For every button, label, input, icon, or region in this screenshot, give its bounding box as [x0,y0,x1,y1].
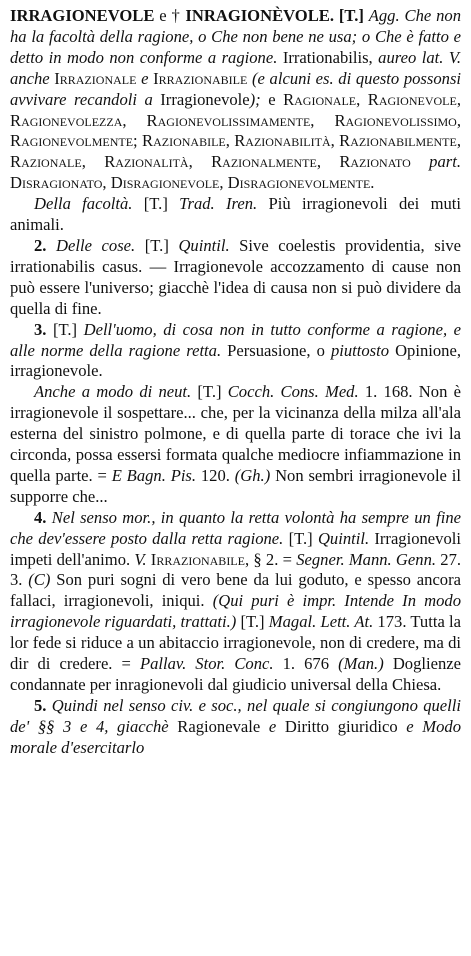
source-citation: Segner. Mann. Genn. [296,549,437,569]
see-also-join: e [141,68,149,88]
sense-label: Delle cose. [46,235,136,255]
see-word: Irrazionabile [146,549,245,569]
headword-join: e † [154,6,186,25]
latin-note: aureo lat. V. anche [10,47,461,88]
sense-text: Sive coelestis providentia, sive irrationabilis casus. — Irragionevole accozzamento di cause non può essere l'universo; giacchè l'idea di causa non si può dividere da quella di fine. [10,235,461,318]
sense-text: 173. Tutta la lor fede si riduce a un abitaccio irragionevole, non di credere, ma di dir di credere. = [10,612,461,674]
source-citation: Trad. Iren. [179,194,258,214]
citation-mark: (Man.) [338,654,384,674]
sense-number: 4. [34,507,47,527]
related-words: Ragionale, Ragionevole, Ragionevolezza, Ragionevolissimamente, Ragionevolissimo, Ragionevolmente; Razionabile, Razionabilità, Razionabilmente, Razionale, Razionalità, Razionalmente, Razionato [10,89,461,172]
tommaseo-tag: [T.] [132,194,180,214]
tommaseo-tag: [T.] [135,235,179,255]
part-of-speech: Agg. [368,6,400,25]
sense-number: 3. [34,319,47,339]
sense-text: 120. [196,465,235,485]
tommaseo-tag: [T.] [236,612,269,632]
sense-number: 5. [34,695,47,715]
related-part: part. [410,152,461,172]
sense-text: Ragionevale [168,716,261,736]
sense-label: Nel senso mor., in quanto la retta volontà ha sempre un fine che dev'essere posto dalla retta ragione. [10,507,461,548]
main-definition: Che non ha la facoltà della ragione, o Che non bene ne usa; o Che è fatto e detto in modo non conforme a ragione. [10,6,461,67]
sense-text-italic: Modo morale d'esercitarlo [10,716,461,757]
sense-text: Opinione, irragionevole. [10,340,461,381]
source-citation: Cocch. Cons. Med. [227,382,359,402]
sense-2 [10,236,461,320]
source-citation: Pallav. Stor. Conc. [139,654,274,674]
source-citation: Quintil. [317,528,370,548]
sense-label: Quindi nel senso civ. e soc., nel quale si congiungono quelli de' §§ 3 e 4, giacchè [10,695,461,736]
sense-number: 2. [34,235,47,255]
sense-text: 27. 3. [10,549,462,590]
sense-faculty [10,194,461,236]
sense-text: Son puri sogni di vero bene da lui goduto, e spesso ancora fallaci, irragionevoli, iniqui. [10,570,461,611]
source-citation: Quintil. [178,235,230,255]
see-also-note: (e alcuni es. di questo possonsi avvivare recandoli a [10,68,462,109]
sense-text-italic: e [260,716,285,736]
sense-label: Dell'uomo, di cosa non in tutto conforme a ragione, e alle norme della ragione retta. [10,319,461,360]
sense-text: 1. 676 [273,654,339,674]
sense-label: Anche a modo di neut. [34,382,192,402]
sense-text: Diritto giuridico [284,716,398,736]
sense-text-italic: piuttosto [330,340,390,360]
tommaseo-tag: [T.] [333,6,369,25]
sense-text: Persuasione, o [221,340,331,360]
source-citation: Magal. Lett. At. [268,612,374,632]
sense-3-neuter [10,382,461,507]
citation-mark: (C) [28,570,51,590]
sense-text: Non sembri irragionevole il supporre che... [10,465,461,506]
sense-label: Della facoltà. [34,194,133,214]
see-also-2: Irrazionabile [148,68,252,88]
entry-header [10,6,461,194]
sense-3 [10,320,461,383]
see-also-target: Irragionevole [152,89,250,109]
headword: IRRAGIONEVOLE [10,6,155,25]
headword-variant: INRAGIONÈVOLE. [185,6,334,25]
tommaseo-tag: [T.] [46,319,84,339]
sense-text: Irragionevoli impeti dell'animo. [10,528,461,569]
sense-text: 1. 168. Non è irragionevole il sospettare... che, per la vicinanza della milza all'ala esterna del sinistro polmone, e di quella parte di torace che ivi la circonda, possa essersi formata qualche mediocre infiammazione in quella parte. = [10,382,461,485]
sense-text: Più irragionevoli dei muti animali. [10,194,462,235]
source-citation: E Bagn. Pis. [111,465,197,485]
editorial-note: (Qui puri è impr. Intende In modo irragionevole riguardati, trattati.) [10,591,461,632]
sense-text: Doglienze condannate per inragionevoli dal giudicio universal della Chiesa. [10,654,462,694]
tommaseo-tag: [T.] [283,528,318,548]
related-intro: e [260,89,284,109]
see-also-end: ); [249,89,261,109]
tommaseo-tag: [T.] [191,382,228,402]
sense-4 [10,508,461,696]
sense-text: , § 2. = [244,549,297,569]
latin-equivalent: Irrationabilis, [277,47,379,67]
sense-text-italic: e [397,716,423,736]
sense-5 [10,696,461,759]
related-words-end: Disragionato, Disragionevole, Disragionevolmente. [10,173,375,193]
see-also-1: Irrazionale [49,68,142,88]
see-marker: V. [134,549,147,569]
citation-mark: (Gh.) [234,465,271,485]
